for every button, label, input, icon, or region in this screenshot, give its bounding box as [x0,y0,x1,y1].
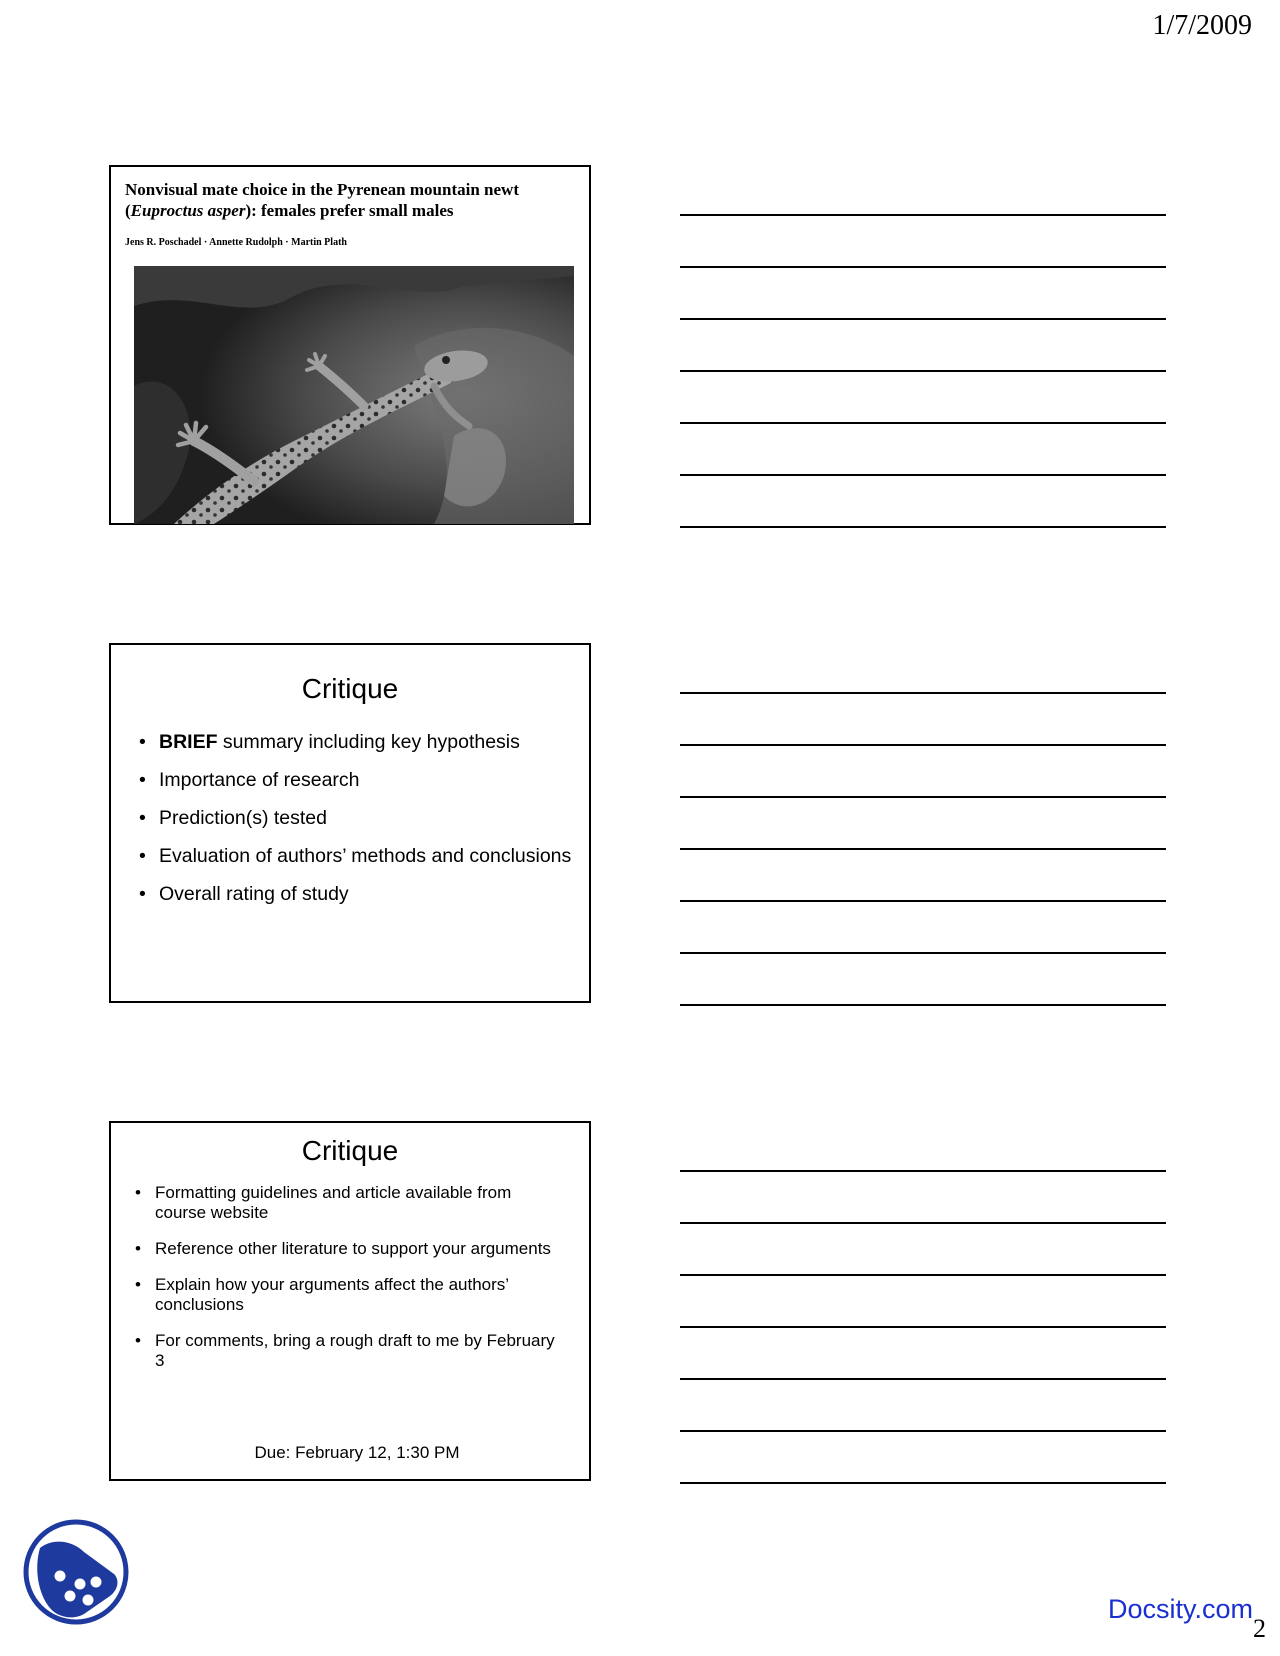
newt-photo [134,266,574,524]
note-line [680,1378,1166,1380]
list-item: • Formatting guidelines and article available from course website [135,1183,512,1222]
paper-title-line1: Nonvisual mate choice in the Pyrenean mountain newt [125,180,519,199]
list-item: • Overall rating of study [139,883,349,905]
note-line [680,422,1166,424]
list-item: • For comments, bring a rough draft to me by February 3 [135,1331,555,1370]
paper-title-line2: ): females prefer small males [245,201,454,220]
note-line [680,1222,1166,1224]
note-line [680,952,1166,954]
note-line [680,474,1166,476]
list-item: • Prediction(s) tested [139,807,327,829]
slide-critique-summary [109,643,591,1003]
note-line [680,1430,1166,1432]
notes-lines [680,692,1166,1056]
note-line [680,900,1166,902]
note-line [680,1274,1166,1276]
note-line [680,526,1166,528]
slide-paper-cover [109,165,591,525]
note-line [680,318,1166,320]
notes-lines [680,1170,1166,1534]
list-item: • Reference other literature to support your arguments [135,1239,551,1258]
paper-title-species: Euproctus asper [130,201,246,220]
page-date: 1/7/2009 [1152,10,1252,41]
note-line [680,1170,1166,1172]
notes-lines [680,214,1166,578]
docsity-logo-icon[interactable] [22,1518,130,1626]
slide-critique-guidelines [109,1121,591,1481]
note-line [680,1004,1166,1006]
paper-title: Nonvisual mate choice in the Pyrenean mountain newt (Euproctus asper): females prefer small males [125,180,519,220]
brand-link[interactable]: Docsity.com [1107,1594,1253,1624]
newt-photo-image [134,266,574,524]
note-line [680,848,1166,850]
page-number: 2 [1253,1614,1266,1643]
slide-title: Critique [301,1135,399,1166]
bullet-list [135,1183,555,1387]
note-line [680,214,1166,216]
bullet-list [139,729,579,919]
list-item: • Explain how your arguments affect the authors’ conclusions [135,1275,509,1314]
list-item: • BRIEF summary including key hypothesis [139,731,520,753]
note-line [680,1326,1166,1328]
list-item: • Importance of research [139,769,360,791]
due-date: Due: February 12, 1:30 PM [254,1443,460,1462]
note-line [680,796,1166,798]
note-line [680,266,1166,268]
paper-authors: Jens R. Poschadel · Annette Rudolph · Martin Plath [125,237,347,248]
note-line [680,744,1166,746]
note-line [680,1482,1166,1484]
list-item: • Evaluation of authors’ methods and conclusions [139,845,572,867]
note-line [680,370,1166,372]
slide-title: Critique [301,673,399,704]
note-line [680,692,1166,694]
